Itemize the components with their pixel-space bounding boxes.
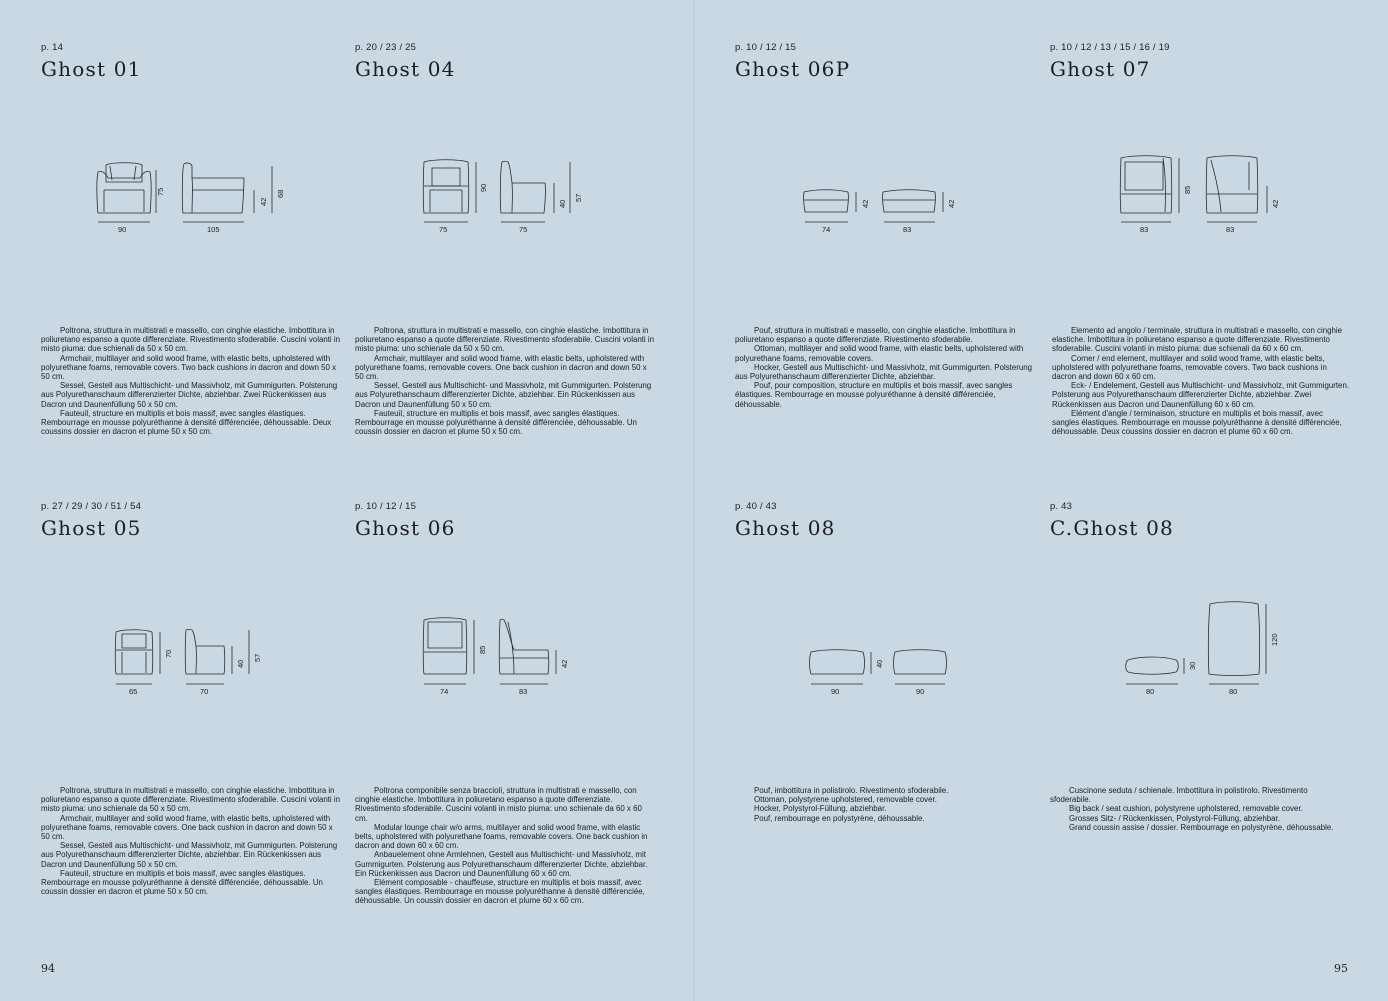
dimension-label: 83	[1140, 225, 1149, 234]
dimension-label: 80	[1146, 687, 1155, 696]
dimension-label: 70	[200, 687, 209, 696]
product-title: Ghost 08	[735, 516, 836, 540]
dimension-label: 40	[875, 659, 884, 668]
armchair-side-view	[182, 163, 244, 213]
pouf-front-view	[810, 650, 865, 674]
armchair-side-view	[185, 629, 225, 674]
dimension-label: 57	[574, 193, 583, 202]
page-reference: p. 20 / 23 / 25	[355, 42, 417, 53]
product-description: Poltrona, struttura in multistrati e massello, con cinghie elastiche. Imbottitura in poliuretano espanso a quote differenziate. Rivestimento sfoderabile. Cuscini volanti in misto piuma: due schienali da 50 x 50 cm. Armchair, multilayer and solid wood frame, with elastic belts, upholstered with polyurethane foams, removable covers. Two back cushions in dacron and down 50 x 50 cm. Sessel, Gestell aus Multischicht- und Massivholz, mit Gummigurten. Polsterung aus Polyurethanschaum differenzierter Dichte, abziehbar. Zwei Rückenkissen aus Dacron und Daunenfüllung 50 x 50 cm. Fauteuil, structure en multiplis et bois massif, avec sangles élastiques. Rembourrage en mousse polyuréthanne à densité différenciée, déhoussable. Deux coussins dossier en dacron et plume 50 x 50 cm.	[41, 326, 341, 437]
product-ghost-04	[355, 42, 655, 81]
drawing-ghost-06p	[800, 150, 970, 240]
product-description: Poltrona, struttura in multistrati e massello, con cinghie elastiche. Imbottitura in poliuretano espanso a quote differenziate. Rivestimento sfoderabile. Cuscini volanti in misto piuma: uno schienale da 50 x 50 cm. Armchair, multilayer and solid wood frame, with elastic belts, upholstered with polyurethane foams, removable covers. One back cushion in dacron and down 50 x 50 cm. Sessel, Gestell aus Multischicht- und Massivholz, mit Gummigurten. Polsterung aus Polyurethanschaum differenzierter Dichte, abziehbar. Ein Rückenkissen aus Dacron und Daunenfüllung 50 x 50 cm. Fauteuil, structure en multiplis et bois massif, avec sangles élastiques. Rembourrage en mousse polyuréthanne à densité différenciée, déhoussable. Un coussin dossier en dacron et plume 50 x 50 cm.	[355, 326, 655, 437]
product-description: Pouf, imbottitura in polistirolo. Rivestimento sfoderabile. Ottoman, polystyrene upholstered, removable cover. Hocker, Polystyrol-Füllung, abziehbar. Pouf, rembourrage en polystyrène, déhoussable.	[754, 786, 949, 823]
product-description: Poltrona, struttura in multistrati e massello, con cinghie elastiche. Imbottitura in poliuretano espanso a quote differenziate. Rivestimento sfoderabile. Cuscini volanti in misto piuma: uno schienale da 50 x 50 cm. Armchair, multilayer and solid wood frame, with elastic belts, upholstered with polyurethane foams, removable covers. One back cushion in dacron and down 50 x 50 cm. Sessel, Gestell aus Multischicht- und Massivholz, mit Gummigurten. Polsterung aus Polyurethanschaum differenzierter Dichte, abziehbar. Ein Rückenkissen aus Dacron und Daunenfüllung 50 x 50 cm. Fauteuil, structure en multiplis et bois massif, avec sangles élastiques. Rembourrage en mousse polyuréthanne à densité différenciée, déhoussable. Un coussin dossier en dacron et plume 50 x 50 cm.	[41, 786, 341, 897]
drawing-ghost-05	[108, 612, 278, 702]
dimension-label: 90	[118, 225, 127, 234]
page-reference: p. 10 / 12 / 13 / 15 / 16 / 19	[1050, 42, 1170, 53]
lounge-chair-front-view	[423, 618, 467, 674]
product-title: Ghost 06	[355, 516, 456, 540]
page-number-right: 95	[1334, 962, 1348, 975]
drawing-ghost-06	[418, 612, 588, 702]
product-c-ghost-08	[1050, 501, 1350, 540]
dimension-label: 105	[207, 225, 220, 234]
corner-element-side-view	[1206, 156, 1258, 213]
pouf-side-view	[894, 650, 947, 674]
dimension-label: 120	[1270, 633, 1279, 646]
page-reference: p. 40 / 43	[735, 501, 777, 512]
pouf-side-view	[883, 190, 936, 212]
product-ghost-07	[1050, 42, 1350, 81]
product-title: Ghost 06P	[735, 57, 851, 81]
product-title: Ghost 05	[41, 516, 142, 540]
armchair-front-view	[115, 630, 153, 674]
dim-lines	[183, 166, 272, 222]
page-spine	[693, 0, 695, 1001]
product-description: Elemento ad angolo / terminale, struttura in multistrati e massello, con cinghie elastiche. Imbottitura in poliuretano espanso a quote differenziate. Rivestimento sfoderabile. Cuscini volanti in misto piuma: due schienali da 60 x 60 cm. Corner / end element, multilayer and solid wood frame, with elastic belts, upholstered with polyurethane foams, removable covers. Two back cushions in dacron and down 60 x 60 cm. Eck- / Endelement, Gestell aus Multischicht- und Massivholz, mit Gummigurten. Polsterung aus Polyurethanschaum differenzierter Dichte, abziehbar. Zwei Rückenkissen aus Dacron und Daunenfüllung 60 x 60 cm. Elément d'angle / terminaison, structure en multiplis et bois massif, avec sangles élastiques. Rembourrage en mousse polyuréthanne à densité différenciée, déhoussable. Deux coussins dossier en dacron et plume 60 x 60 cm.	[1052, 326, 1350, 437]
dimension-label: 74	[822, 225, 831, 234]
page-reference: p. 10 / 12 / 15	[355, 501, 417, 512]
dimension-label: 42	[259, 197, 268, 206]
dimension-label: 42	[861, 199, 870, 208]
product-ghost-05	[41, 501, 341, 540]
dimension-label: 70	[164, 649, 173, 658]
page-reference: p. 43	[1050, 501, 1073, 512]
dimension-label: 42	[1271, 199, 1280, 208]
dimension-label: 42	[947, 199, 956, 208]
corner-element-front-view	[1120, 156, 1172, 213]
cushion-flat-view	[1126, 657, 1179, 674]
product-title: Ghost 01	[41, 57, 142, 81]
page-reference: p. 14	[41, 42, 64, 53]
dimension-label: 40	[558, 199, 567, 208]
dimension-label: 75	[439, 225, 448, 234]
dimension-label: 30	[1188, 661, 1197, 670]
dimension-label: 85	[1183, 185, 1192, 194]
dimension-label: 57	[253, 653, 262, 662]
product-title: Ghost 04	[355, 57, 456, 81]
dimension-label: 90	[479, 183, 488, 192]
drawing-ghost-04	[418, 150, 598, 240]
armchair-front-view	[423, 160, 469, 213]
armchair-side-view	[500, 161, 545, 213]
pouf-front-view	[804, 190, 849, 212]
product-ghost-08	[735, 501, 1035, 540]
product-ghost-06	[355, 501, 655, 540]
dimension-label: 83	[1226, 225, 1235, 234]
product-description: Cuscinone seduta / schienale. Imbottitura in polistirolo. Rivestimento sfoderabile. Big back / seat cushion, polystyrene upholstered, removable cover. Grosses Sitz- / Rückenkissen, Polystyrol-Füllung, abziehbar. Grand coussin assise / dossier. Rembourrage en polystyrène, déhoussable.	[1050, 786, 1334, 832]
drawing-ghost-01	[90, 150, 300, 240]
dimension-label: 42	[560, 659, 569, 668]
lounge-chair-side-view	[499, 619, 549, 674]
page-reference: p. 27 / 29 / 30 / 51 / 54	[41, 501, 142, 512]
dimension-label: 75	[519, 225, 528, 234]
product-description: Poltrona componibile senza braccioli, struttura in multistrati e massello, con cinghie elastiche. Imbottitura in poliuretano espanso a quote differenziate. Rivestimento sfoderabile. Cuscini volanti in misto piuma: uno schienale da 60 x 60 cm. Modular lounge chair w/o arms, multilayer and solid wood frame, with elastic belts, upholstered with polyurethane foams, removable covers. One back cushion in dacron and down 60 x 60 cm. Anbauelement ohne Armlehnen, Gestell aus Multischicht- und Massivholz, mit Gummigurten. Polsterung aus Polyurethanschaum differenzierter Dichte, abziehbar. Ein Rückenkissen aus Dacron und Daunenfüllung 60 x 60 cm. Elément composable - chauffeuse, structure en multiplis et bois massif, avec sangles élastiques. Rembourrage en mousse polyuréthanne à densité différenciée, déhoussable. Un coussin dossier en dacron et plume 60 x 60 cm.	[355, 786, 648, 906]
dimension-label: 83	[903, 225, 912, 234]
dimension-label: 90	[831, 687, 840, 696]
product-ghost-06p	[735, 42, 1035, 81]
page-reference: p. 10 / 12 / 15	[735, 42, 797, 53]
product-description: Pouf, struttura in multistrati e massello, con cinghie elastiche. Imbottitura in poliuretano espanso a quote differenziate. Rivestimento sfoderabile. Ottoman, multilayer and solid wood frame, with elastic belts, upholstered with polyurethane foams, removable covers. Hocker, Gestell aus Multischicht- und Massivholz, mit Gummigurten. Polsterung aus Polyurethanschaum differenzierter Dichte, abziehbar. Pouf, pour composition, structure en multiplis et bois massif, avec sangles élastiques. Rembourrage en mousse polyuréthanne à densité différenciée, déhoussable.	[735, 326, 1033, 409]
product-ghost-01	[41, 42, 341, 81]
product-title: C.Ghost 08	[1050, 516, 1174, 540]
dimension-label: 80	[1229, 687, 1238, 696]
drawing-ghost-07	[1115, 150, 1285, 240]
drawing-ghost-08	[805, 612, 965, 702]
armchair-front-view	[97, 163, 151, 213]
dimension-label: 40	[236, 659, 245, 668]
dimension-label: 83	[519, 687, 528, 696]
dimension-label: 74	[440, 687, 449, 696]
dimension-label: 68	[276, 189, 285, 198]
page-number-left: 94	[41, 962, 55, 975]
dimension-label: 75	[156, 187, 165, 196]
product-title: Ghost 07	[1050, 57, 1151, 81]
cushion-upright-view	[1208, 602, 1259, 676]
dimension-label: 65	[129, 687, 138, 696]
drawing-c-ghost-08	[1120, 596, 1290, 702]
dimension-label: 85	[478, 645, 487, 654]
dimension-label: 90	[916, 687, 925, 696]
